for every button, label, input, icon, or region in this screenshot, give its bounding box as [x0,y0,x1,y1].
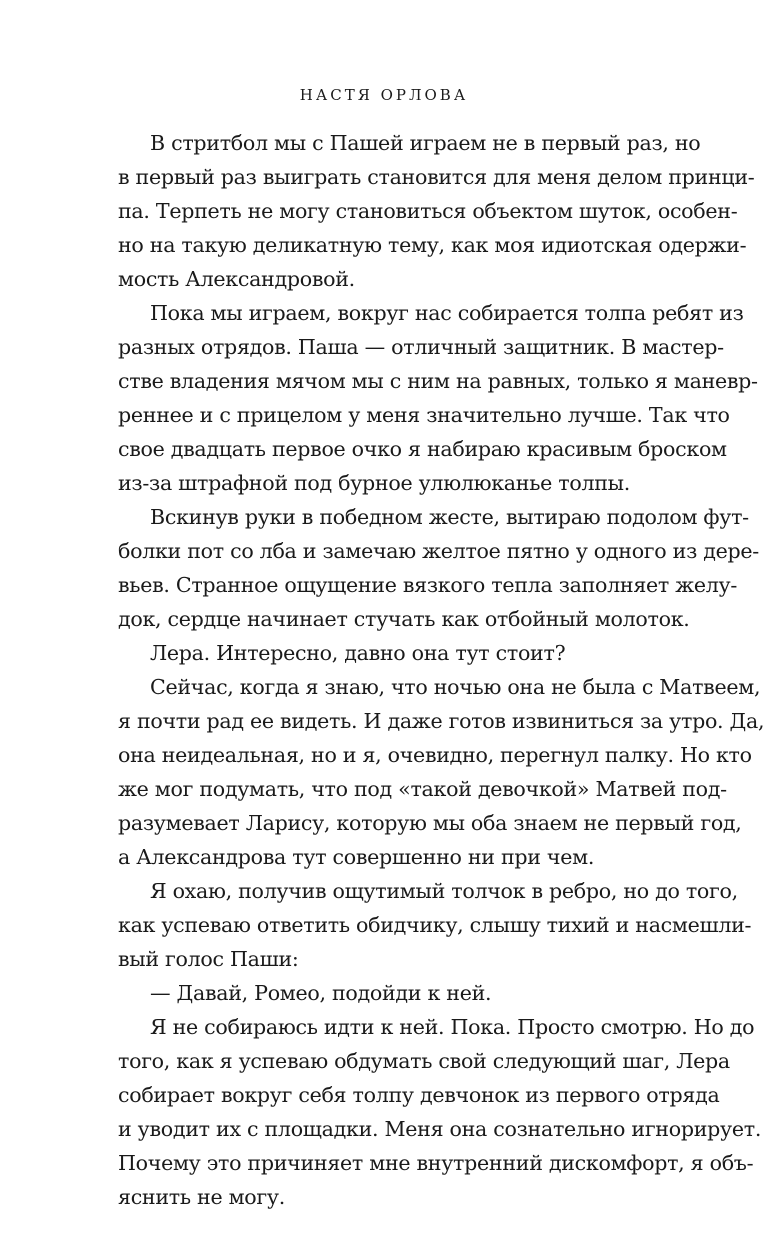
text-line: как успеваю ответить обидчику, слышу тихий и насмешли- [118,913,752,937]
text-line: реннее и с прицелом у меня значительно лучше. Так что [118,403,730,427]
text-line: Почему это причиняет мне внутренний дискомфорт, я объ- [118,1151,754,1175]
text-line: в первый раз выиграть становится для меня делом принци- [118,165,755,189]
text-line: а Александрова тут совершенно ни при чем. [118,845,595,869]
text-line: вый голос Паши: [118,947,299,971]
text-line: Вскинув руки в победном жесте, вытираю подолом фут- [150,505,749,529]
text-line: того, как я успеваю обдумать свой следующий шаг, Лера [118,1049,730,1073]
text-line: Пока мы играем, вокруг нас собирается толпа ребят из [150,301,744,325]
text-line: разумевает Ларису, которую мы оба знаем не первый год, [118,811,742,835]
text-line: разных отрядов. Паша — отличный защитник. В мастер- [118,335,724,359]
text-line: — Давай, Ромео, подойди к ней. [150,981,492,1005]
text-line: Я не собираюсь идти к ней. Пока. Просто смотрю. Но до [150,1015,755,1039]
text-line: Сейчас, когда я знаю, что ночью она не была с Матвеем, [150,675,761,699]
text-line: свое двадцать первое очко я набираю красивым броском [118,437,727,461]
page-body-text [118,126,765,1214]
text-line: яснить не могу. [118,1185,285,1209]
text-line: я почти рад ее видеть. И даже готов извиниться за утро. Да, [118,709,765,733]
text-line: из-за штрафной под бурное улюлюканье толпы. [118,471,630,495]
text-line: болки пот со лба и замечаю желтое пятно у одного из дере- [118,539,759,563]
text-line: В стритбол мы с Пашей играем не в первый раз, но [150,131,701,155]
text-line: но на такую деликатную тему, как моя идиотская одержи- [118,233,747,257]
running-head-author: НАСТЯ ОРЛОВА [299,86,469,104]
text-line: мость Александровой. [118,267,355,291]
text-line: Я охаю, получив ощутимый толчок в ребро, но до того, [150,879,738,903]
text-line: Лера. Интересно, давно она тут стоит? [150,641,566,665]
text-line: же мог подумать, что под «такой девочкой» Матвей под- [118,777,727,801]
text-line: док, сердце начинает стучать как отбойный молоток. [118,607,690,631]
text-line: и уводит их с площадки. Меня она сознательно игнорирует. [118,1117,762,1141]
text-line: па. Терпеть не могу становиться объектом шуток, особен- [118,199,738,223]
text-line: стве владения мячом мы с ним на равных, только я маневр- [118,369,758,393]
text-line: она неидеальная, но и я, очевидно, перегнул палку. Но кто [118,743,752,767]
text-line: собирает вокруг себя толпу девчонок из первого отряда [118,1083,720,1107]
text-line: вьев. Странное ощущение вязкого тепла заполняет желу- [118,573,738,597]
